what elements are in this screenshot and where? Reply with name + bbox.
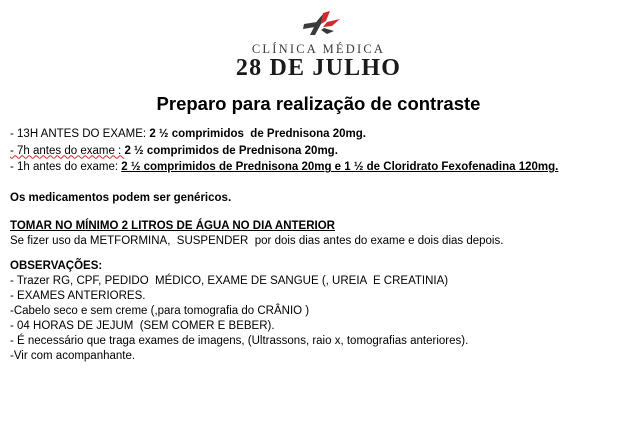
prednisona-dose: 2 ½ comprimidos de Prednisona 20mg e 1 ½ de Cloridrato Fexofenadina 120mg. [121,161,559,174]
genericos-note: Os medicamentos podem ser genéricos. [10,191,232,204]
prednisona-prefix: - 13H ANTES DO EXAME: [10,128,150,141]
list-item: -Vir com acompanhante. [10,349,136,362]
prednisona-schedule [10,129,629,174]
list-item: - 04 HORAS DE JEJUM (SEM COMER E BEBER). [10,319,275,332]
document-body [8,129,629,362]
list-item: - EXAMES ANTERIORES. [10,289,146,302]
prednisona-item [10,146,629,158]
observacoes-list [10,276,629,363]
prednisona-prefix: - 7h antes do exame : [10,144,125,157]
clinic-cross-icon [290,10,348,40]
list-item: - É necessário que traga exames de imagens, (Ultrassons, raio x, tomografias anteriores). [10,334,469,347]
logo-clinic-date: 28 DE JULHO [235,55,402,81]
prednisona-item [10,162,629,174]
list-item: -Cabelo seco e sem creme (,para tomografia do CRÂNIO ) [10,304,310,317]
agua-headline: TOMAR NO MÍNIMO 2 LITROS DE ÁGUA NO DIA ANTERIOR [10,220,335,233]
prednisona-dose: 2 ½ comprimidos de Prednisona 20mg. [149,128,366,141]
prednisona-prefix: - 1h antes do exame: [10,161,122,174]
prednisona-dose: 2 ½ comprimidos de Prednisona 20mg. [124,144,338,157]
logo-clinic-name: CLÍNICA MÉDICA [251,42,386,56]
page-title: Preparo para realização de contraste [156,93,481,115]
metformina-note: Se fizer uso da METFORMINA, SUSPENDER por dois dias antes do exame e dois dias depois. [10,234,504,247]
list-item: - Trazer RG, CPF, PEDIDO MÉDICO, EXAME DE SANGUE (, UREIA E CREATINIA) [10,274,449,287]
prednisona-item [10,129,629,141]
clinic-logo [8,0,629,81]
observacoes-heading: OBSERVAÇÕES: [10,260,103,273]
